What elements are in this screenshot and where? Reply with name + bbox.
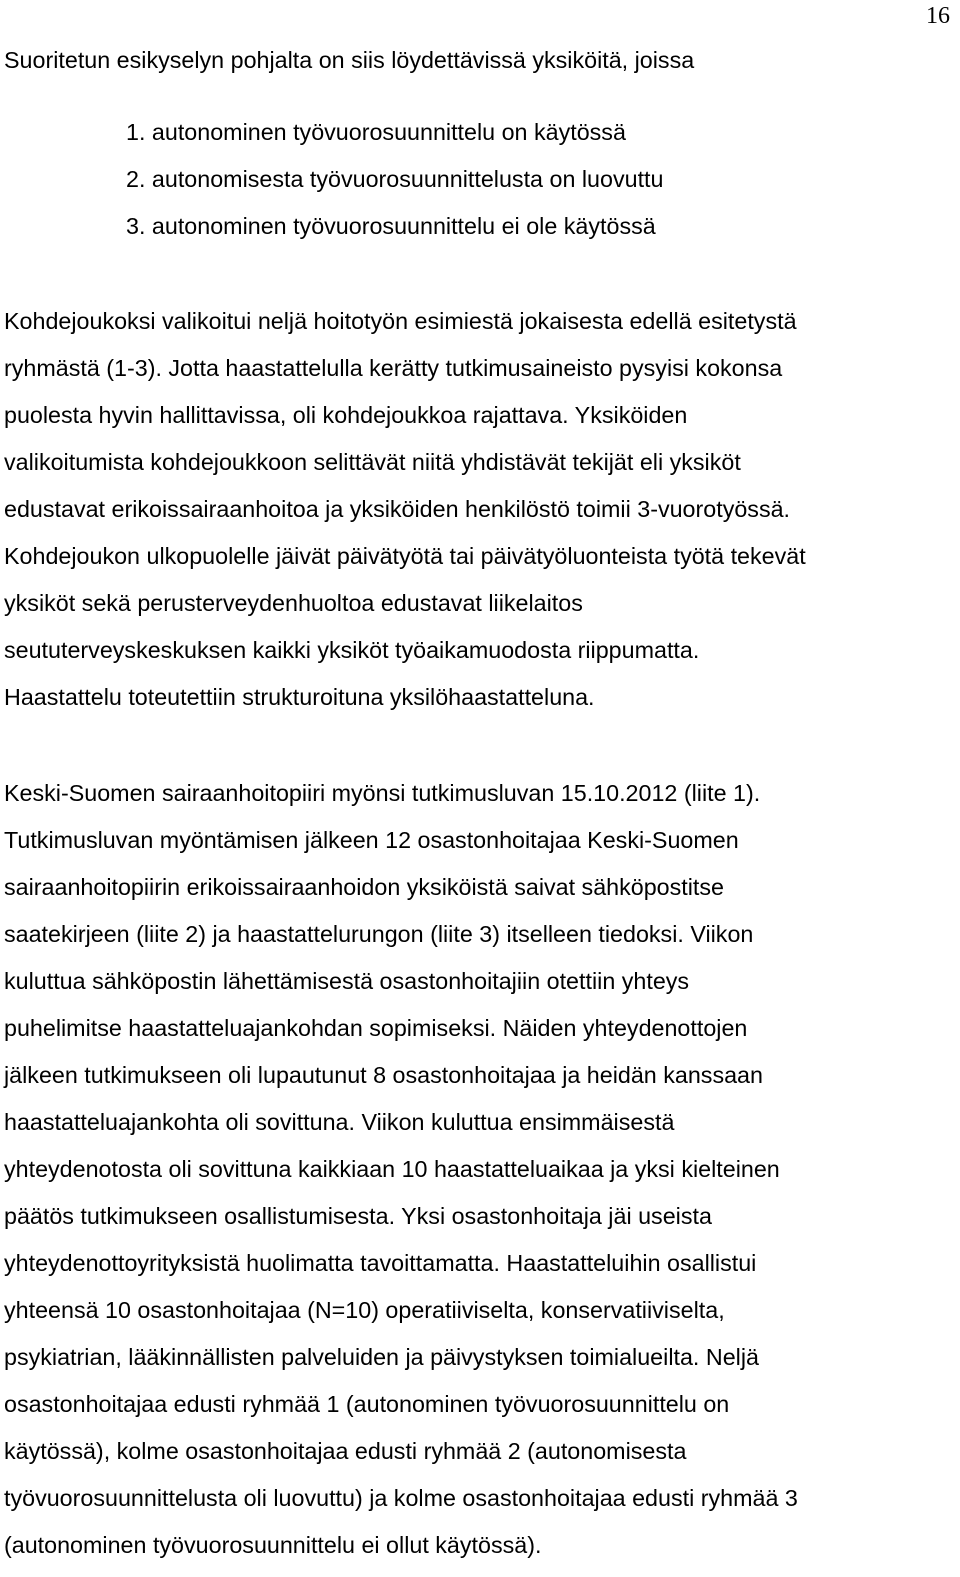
text-line: käytössä), kolme osastonhoitajaa edusti ryhmää 2 (autonomisesta (4, 1438, 687, 1464)
text-line: kuluttua sähköpostin lähettämisestä osastonhoitajiin otettiin yhteys (4, 968, 690, 994)
text-line: osastonhoitajaa edusti ryhmää 1 (autonominen työvuorosuunnittelu on (4, 1391, 730, 1417)
text-line: jälkeen tutkimukseen oli lupautunut 8 osastonhoitajaa ja heidän kanssaan (4, 1062, 763, 1088)
text-line: yhteensä 10 osastonhoitajaa (N=10) operatiiviselta, konservatiiviselta, (4, 1297, 725, 1323)
text-line: Kohdejoukoksi valikoitui neljä hoitotyön esimiestä jokaisesta edellä esitetystä (4, 308, 797, 334)
text-line: Kohdejoukon ulkopuolelle jäivät päivätyötä tai päivätyöluonteista työtä tekevät (4, 543, 806, 569)
intro-line: Suoritetun esikyselyn pohjalta on siis löydettävissä yksiköitä, joissa (4, 47, 695, 73)
text-line: päätös tutkimukseen osallistumisesta. Yksi osastonhoitaja jäi useista (4, 1203, 712, 1229)
text-line: yhteydenotosta oli sovittuna kaikkiaan 10 haastatteluaikaa ja yksi kielteinen (4, 1156, 780, 1182)
text-line: (autonominen työvuorosuunnittelu ei ollut käytössä). (4, 1532, 542, 1558)
list-item-1: 1. autonominen työvuorosuunnittelu on käytössä (126, 119, 626, 145)
text-line: puhelimitse haastatteluajankohdan sopimiseksi. Näiden yhteydenottojen (4, 1015, 748, 1041)
text-line: valikoitumista kohdejoukkoon selittävät niitä yhdistävät tekijät eli yksiköt (4, 449, 741, 475)
text-line: Haastattelu toteutettiin strukturoituna yksilöhaastatteluna. (4, 684, 595, 710)
text-line: sairaanhoitopiirin erikoissairaanhoidon yksiköistä saivat sähköpostitse (4, 874, 724, 900)
page-number: 16 (926, 3, 950, 29)
text-line: edustavat erikoissairaanhoitoa ja yksiköiden henkilöstö toimii 3-vuorotyössä. (4, 496, 791, 522)
list-item-2: 2. autonomisesta työvuorosuunnittelusta on luovuttu (126, 166, 664, 192)
text-line: Tutkimusluvan myöntämisen jälkeen 12 osastonhoitajaa Keski-Suomen (4, 827, 739, 853)
text-line: ryhmästä (1-3). Jotta haastattelulla kerätty tutkimusaineisto pysyisi kokonsa (4, 355, 783, 381)
text-line: saatekirjeen (liite 2) ja haastattelurungon (liite 3) itselleen tiedoksi. Viikon (4, 921, 754, 947)
text-line: työvuorosuunnittelusta oli luovuttu) ja kolme osastonhoitajaa edusti ryhmää 3 (4, 1485, 798, 1511)
text-line: puolesta hyvin hallittavissa, oli kohdejoukkoa rajattava. Yksiköiden (4, 402, 688, 428)
text-line: yksiköt sekä perusterveydenhuoltoa edustavat liikelaitos (4, 590, 583, 616)
text-line: seututerveyskeskuksen kaikki yksiköt työaikamuodosta riippumatta. (4, 637, 700, 663)
text-line: Keski-Suomen sairaanhoitopiiri myönsi tutkimusluvan 15.10.2012 (liite 1). (4, 780, 761, 806)
text-line: yhteydenottoyrityksistä huolimatta tavoittamatta. Haastatteluihin osallistui (4, 1250, 757, 1276)
text-line: haastatteluajankohta oli sovittuna. Viikon kuluttua ensimmäisestä (4, 1109, 675, 1135)
text-line: psykiatrian, lääkinnällisten palveluiden ja päivystyksen toimialueilta. Neljä (4, 1344, 759, 1370)
list-item-3: 3. autonominen työvuorosuunnittelu ei ole käytössä (126, 213, 656, 239)
